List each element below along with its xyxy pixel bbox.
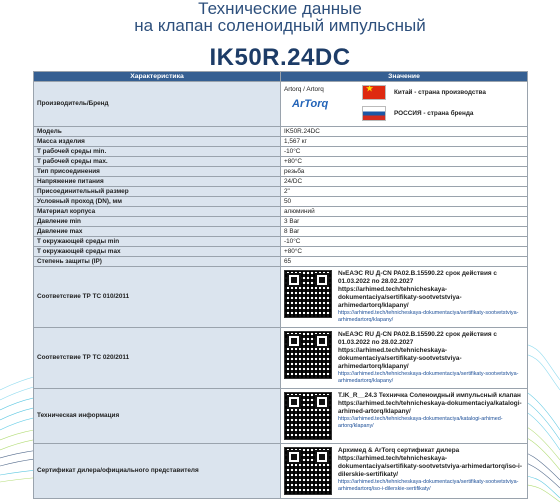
certificate-row [34, 267, 528, 328]
row-value: 8 Bar [281, 227, 528, 237]
row-label: Степень защиты (IP) [34, 257, 281, 267]
manufacturer-label: Производитель/Бренд [34, 82, 281, 127]
table-row [34, 207, 528, 217]
row-value: 24/DC [281, 177, 528, 187]
model-heading: IK50R.24DC [209, 44, 351, 71]
table-row [34, 127, 528, 137]
row-label: Материал корпуса [34, 207, 281, 217]
column-header-characteristic: Характеристика [34, 72, 281, 82]
qr-code-icon[interactable] [284, 392, 332, 440]
brand-country [362, 106, 473, 121]
column-header-value: Значение [281, 72, 528, 82]
certificate-label: Соответствие ТР ТС 010/2011 [34, 267, 281, 328]
row-label: Присоединительный размер [34, 187, 281, 197]
spec-table [33, 71, 528, 499]
certificate-description: Архимед & ArTorq сертификат дилера https://arhimed.tech/tehnicheskaya-dokumentaciya/sertifikaty-sootvetstviya-arhimedartorq/iso-i-dilerskie-sertifikaty/ [338, 447, 522, 478]
qr-code-icon[interactable] [284, 270, 332, 318]
row-value: -10°C [281, 237, 528, 247]
table-row [34, 237, 528, 247]
row-label: Масса изделия [34, 137, 281, 147]
table-row [34, 217, 528, 227]
row-label: Тип присоединения [34, 167, 281, 177]
row-value: 65 [281, 257, 528, 267]
manufacturer-row [34, 82, 528, 127]
certificate-link[interactable]: https://arhimed.tech/tehnicheskaya-dokumentaciya/sertifikaty-sootvetstviya-arhimedartorq/iso-i-dilerskie-sertifikaty/ [338, 479, 519, 492]
certificate-link[interactable]: https://arhimed.tech/tehnicheskaya-dokumentaciya/katalogi-arhimed-artorq/klapany/ [338, 416, 503, 429]
russia-flag-icon [362, 106, 386, 121]
brand-text: Artorq / Artorq [284, 86, 324, 93]
row-value: -10°C [281, 147, 528, 157]
certificate-link[interactable]: https://arhimed.tech/tehnicheskaya-dokumentaciya/sertifikaty-sootvetstviya-arhimedartorq/klapany/ [338, 371, 519, 384]
brand-country-text: РОССИЯ - страна бренда [394, 109, 474, 117]
row-label: Модель [34, 127, 281, 137]
certificate-label: Соответствие ТР ТС 020/2011 [34, 328, 281, 389]
row-label: Давление min [34, 217, 281, 227]
certificate-row [34, 328, 528, 389]
page-header [0, 0, 560, 72]
row-label: Т окружающей среды max [34, 247, 281, 257]
row-value: алюминий [281, 207, 528, 217]
certificate-description: №ЕАЭС RU Д-CN РА02.В.15590.22 срок действия с 01.03.2022 по 28.02.2027 https://arhimed.tech/tehnicheskaya-dokumentaciya/sertifikaty-sootvetstviya-arhimedartorq/klapany/ [338, 270, 497, 309]
table-row [34, 197, 528, 207]
artorq-logo: ArTorq [292, 98, 329, 110]
row-value: +80°C [281, 247, 528, 257]
certificate-value [281, 389, 528, 444]
title-line-2: на клапан соленоидный импульсный [134, 16, 426, 35]
row-label: Давление max [34, 227, 281, 237]
table-row [34, 227, 528, 237]
row-label: Т окружающей среды min [34, 237, 281, 247]
table-row [34, 257, 528, 267]
title-line-1: Технические данные [198, 0, 362, 18]
table-header-row [34, 72, 528, 82]
qr-code-icon[interactable] [284, 331, 332, 379]
row-value: 3 Bar [281, 217, 528, 227]
row-value: +80°C [281, 157, 528, 167]
certificate-link[interactable]: https://arhimed.tech/tehnicheskaya-dokumentaciya/sertifikaty-sootvetstviya-arhimedartorq/klapany/ [338, 310, 519, 323]
china-flag-icon [362, 85, 386, 100]
manufacturer-value [281, 82, 528, 127]
certificate-row [34, 389, 528, 444]
row-label: Т рабочей среды max. [34, 157, 281, 167]
table-row [34, 187, 528, 197]
row-value: 1,567 кг [281, 137, 528, 147]
certificate-value [281, 328, 528, 389]
certificate-description: T.IK_R__24.3 Техничка Соленоидный импульсный клапан https://arhimed.tech/tehnicheskaya-dokumentaciya/katalogi-arhimed-artorq/klapany/ [338, 392, 522, 415]
table-row [34, 177, 528, 187]
row-value: IK50R.24DC [281, 127, 528, 137]
row-label: Т рабочей среды min. [34, 147, 281, 157]
qr-code-icon[interactable] [284, 447, 332, 495]
certificate-label: Техническая информация [34, 389, 281, 444]
table-row [34, 137, 528, 147]
certificate-label: Сертификат дилера/официального представителя [34, 444, 281, 499]
row-value: резьба [281, 167, 528, 177]
row-label: Условный проход (DN), мм [34, 197, 281, 207]
table-row [34, 147, 528, 157]
row-label: Напряжение питания [34, 177, 281, 187]
production-country [362, 85, 486, 100]
row-value: 50 [281, 197, 528, 207]
table-row [34, 157, 528, 167]
certificate-value [281, 267, 528, 328]
table-row [34, 167, 528, 177]
certificate-value [281, 444, 528, 499]
row-value: 2" [281, 187, 528, 197]
certificate-row [34, 444, 528, 499]
production-country-text: Китай - страна производства [394, 88, 486, 96]
table-row [34, 247, 528, 257]
certificate-description: №ЕАЭС RU Д-CN РА02.В.15590.22 срок действия с 01.03.2022 по 28.02.2027 https://arhimed.tech/tehnicheskaya-dokumentaciya/sertifikaty-sootvetstviya-arhimedartorq/klapany/ [338, 331, 497, 370]
